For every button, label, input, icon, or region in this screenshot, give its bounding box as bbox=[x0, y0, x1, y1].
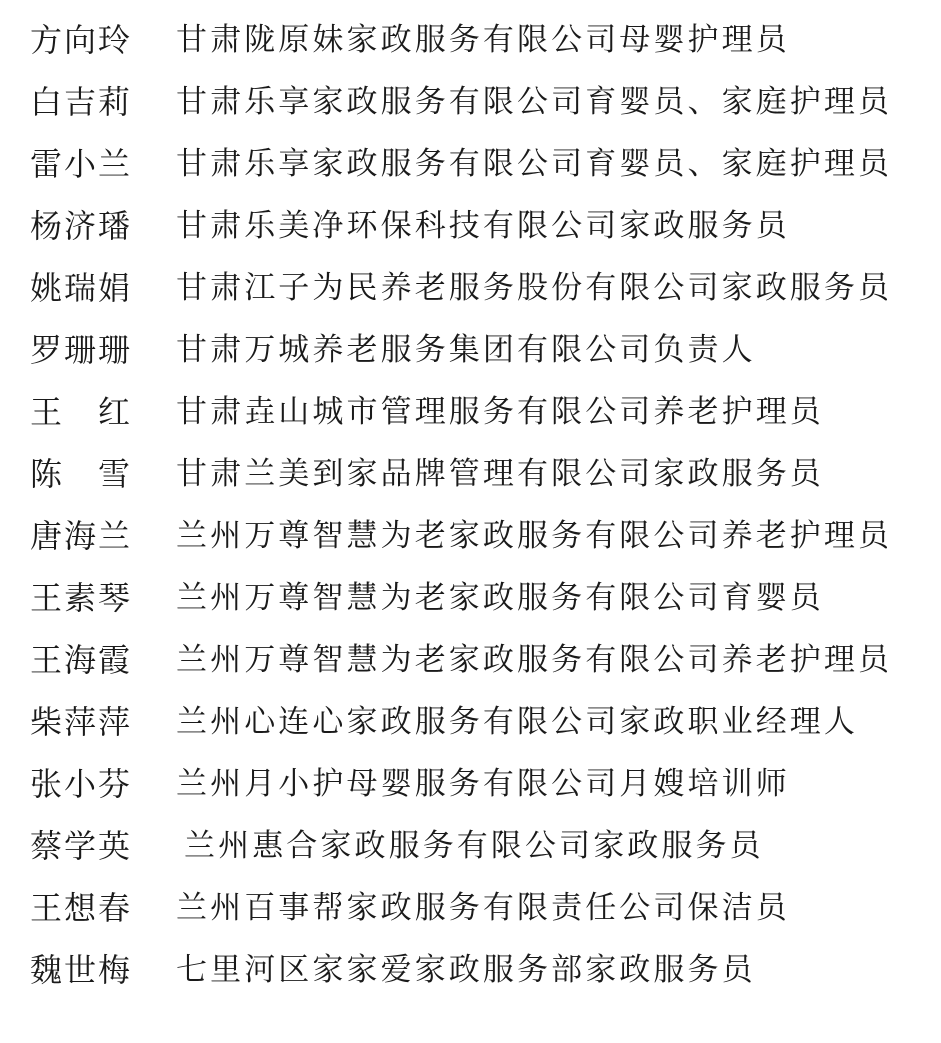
person-name: 魏世梅 bbox=[30, 951, 133, 989]
list-item bbox=[0, 9, 941, 71]
list-item bbox=[0, 319, 941, 381]
person-name: 王 红 bbox=[30, 393, 133, 431]
person-name: 唐海兰 bbox=[30, 517, 133, 555]
list-item bbox=[0, 505, 941, 567]
list-item bbox=[0, 71, 941, 133]
organization-title: 兰州万尊智慧为老家政服务有限公司育婴员 bbox=[176, 580, 824, 616]
person-name: 杨济璠 bbox=[30, 207, 133, 245]
list-item bbox=[0, 877, 941, 939]
person-name: 姚瑞娟 bbox=[30, 269, 133, 307]
person-name: 方向玲 bbox=[30, 21, 133, 59]
person-name: 白吉莉 bbox=[30, 83, 133, 121]
organization-title: 甘肃乐美净环保科技有限公司家政服务员 bbox=[176, 208, 790, 244]
list-item bbox=[0, 195, 941, 257]
list-item bbox=[0, 939, 941, 1001]
list-item bbox=[0, 753, 941, 815]
organization-title: 兰州月小护母婴服务有限公司月嫂培训师 bbox=[176, 766, 790, 802]
organization-title: 甘肃江子为民养老服务股份有限公司家政服务员 bbox=[176, 270, 893, 306]
person-name: 雷小兰 bbox=[30, 145, 133, 183]
list-item bbox=[0, 567, 941, 629]
organization-title: 甘肃垚山城市管理服务有限公司养老护理员 bbox=[176, 394, 824, 430]
organization-title: 兰州百事帮家政服务有限责任公司保洁员 bbox=[176, 890, 790, 926]
organization-title: 兰州万尊智慧为老家政服务有限公司养老护理员 bbox=[176, 518, 893, 554]
list-item bbox=[0, 629, 941, 691]
person-name: 王海霞 bbox=[30, 641, 133, 679]
list-item bbox=[0, 257, 941, 319]
list-item bbox=[0, 133, 941, 195]
organization-title: 兰州惠合家政服务有限公司家政服务员 bbox=[184, 828, 764, 864]
list-item bbox=[0, 381, 941, 443]
organization-title: 甘肃乐享家政服务有限公司育婴员、家庭护理员 bbox=[176, 146, 893, 182]
list-item bbox=[0, 443, 941, 505]
organization-title: 甘肃乐享家政服务有限公司育婴员、家庭护理员 bbox=[176, 84, 893, 120]
person-name: 张小芬 bbox=[30, 765, 133, 803]
honoree-list bbox=[0, 9, 941, 1001]
list-item bbox=[0, 815, 941, 877]
organization-title: 兰州心连心家政服务有限公司家政职业经理人 bbox=[176, 704, 858, 740]
person-name: 王素琴 bbox=[30, 579, 133, 617]
person-name: 蔡学英 bbox=[30, 827, 133, 865]
organization-title: 兰州万尊智慧为老家政服务有限公司养老护理员 bbox=[176, 642, 893, 678]
person-name: 陈 雪 bbox=[30, 455, 133, 493]
organization-title: 甘肃陇原妹家政服务有限公司母婴护理员 bbox=[176, 22, 790, 58]
organization-title: 甘肃万城养老服务集团有限公司负责人 bbox=[176, 332, 756, 368]
person-name: 柴萍萍 bbox=[30, 703, 133, 741]
person-name: 罗珊珊 bbox=[30, 331, 133, 369]
list-item bbox=[0, 691, 941, 753]
person-name: 王想春 bbox=[30, 889, 133, 927]
organization-title: 七里河区家家爱家政服务部家政服务员 bbox=[176, 952, 756, 988]
organization-title: 甘肃兰美到家品牌管理有限公司家政服务员 bbox=[176, 456, 824, 492]
